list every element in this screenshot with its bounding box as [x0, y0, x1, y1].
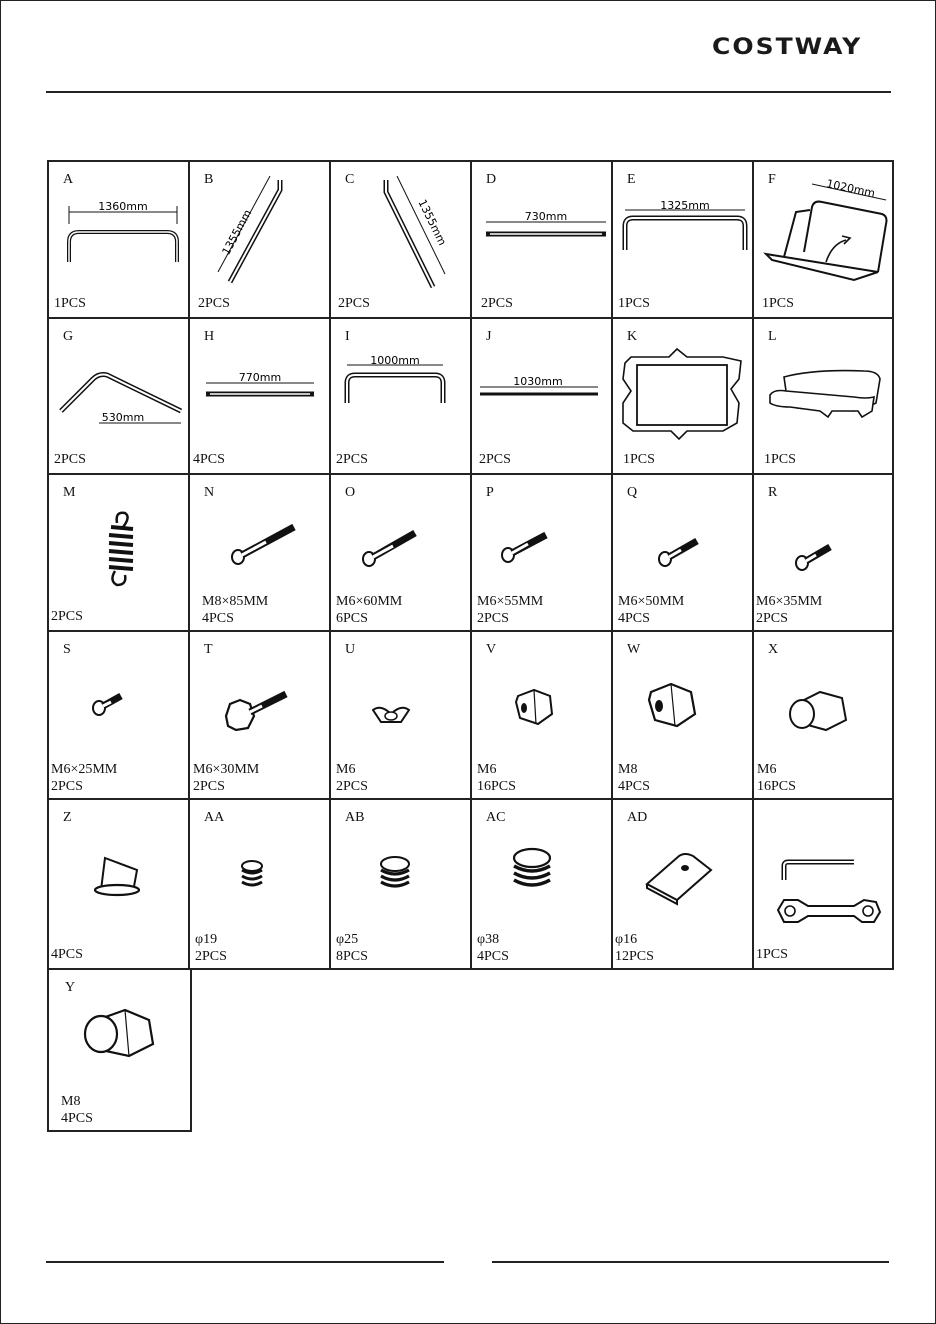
part-letter: S — [63, 642, 71, 657]
part-spec: M8 — [61, 1094, 81, 1109]
dimension-label: 1325mm — [660, 199, 710, 212]
part-letter: T — [204, 642, 213, 657]
part-letter: E — [627, 172, 636, 187]
part-qty: 4PCS — [61, 1111, 93, 1126]
dimension-label: 1355mm — [219, 207, 255, 258]
part-qty: 6PCS — [336, 611, 368, 626]
part-cell — [331, 475, 472, 632]
header-rule — [46, 91, 891, 93]
part-letter: G — [63, 329, 74, 344]
part-letter: N — [204, 485, 215, 500]
part-qty: 2PCS — [477, 611, 509, 626]
part-spec: M6×60MM — [336, 594, 403, 609]
part-letter: I — [345, 329, 350, 344]
part-qty: 16PCS — [757, 779, 796, 794]
part-qty: 16PCS — [477, 779, 516, 794]
part-letter: F — [768, 172, 776, 187]
part-letter: B — [204, 172, 214, 187]
part-cell — [49, 800, 190, 970]
part-letter: Q — [627, 485, 638, 500]
part-letter: AD — [627, 810, 648, 825]
part-cell — [331, 800, 472, 970]
dimension-label: 1030mm — [513, 375, 563, 388]
part-cell — [49, 632, 190, 800]
part-qty: 2PCS — [51, 609, 83, 624]
part-letter: Z — [63, 810, 72, 825]
part-cell — [47, 968, 192, 1132]
part-cell — [472, 800, 613, 970]
part-cell — [331, 162, 472, 319]
part-cell — [331, 319, 472, 475]
part-letter: M — [63, 485, 76, 500]
part-cell — [49, 319, 190, 475]
part-qty: 2PCS — [193, 779, 225, 794]
part-cell — [613, 800, 754, 970]
dimension-label: 770mm — [238, 371, 282, 384]
part-spec: φ25 — [336, 932, 359, 947]
part-qty: 4PCS — [618, 611, 650, 626]
part-letter: R — [768, 485, 778, 500]
part-qty: 8PCS — [336, 949, 368, 964]
dimension-label: 1000mm — [370, 354, 420, 367]
part-qty: 1PCS — [764, 452, 796, 467]
part-cell — [472, 475, 613, 632]
part-cell — [754, 475, 894, 632]
part-letter: U — [345, 642, 356, 657]
part-spec: φ19 — [195, 932, 218, 947]
part-letter: D — [486, 172, 497, 187]
parts-grid — [47, 160, 894, 1126]
brand-logo: COSTWAY — [712, 33, 863, 60]
part-cell — [49, 475, 190, 632]
footer-rule-right — [492, 1261, 889, 1263]
part-spec: φ38 — [477, 932, 500, 947]
part-letter: O — [345, 485, 356, 500]
part-cell — [613, 162, 754, 319]
part-qty: 1PCS — [762, 296, 794, 311]
part-qty: 4PCS — [51, 947, 83, 962]
dimension-label: 530mm — [101, 411, 145, 424]
part-letter: AA — [204, 810, 225, 825]
part-qty: 1PCS — [618, 296, 650, 311]
part-qty: 4PCS — [477, 949, 509, 964]
part-letter: C — [345, 172, 355, 187]
dimension-label: 1020mm — [825, 177, 877, 201]
part-qty: 1PCS — [54, 296, 86, 311]
part-qty: 2PCS — [195, 949, 227, 964]
part-qty: 2PCS — [51, 779, 83, 794]
part-cell — [754, 319, 894, 475]
part-qty: 4PCS — [193, 452, 225, 467]
part-cell — [190, 475, 331, 632]
part-letter: AC — [486, 810, 506, 825]
part-letter: A — [63, 172, 74, 187]
part-cell — [472, 162, 613, 319]
part-cell — [190, 800, 331, 970]
part-letter: H — [204, 329, 215, 344]
part-spec: M6 — [757, 762, 777, 777]
part-spec: M6×55MM — [477, 594, 544, 609]
part-qty: 4PCS — [618, 779, 650, 794]
part-cell — [754, 162, 894, 319]
foot-cap-icon — [49, 800, 190, 970]
part-cell — [754, 632, 894, 800]
part-cell — [754, 800, 894, 970]
part-letter: W — [627, 642, 641, 657]
part-cell — [472, 319, 613, 475]
part-qty: 2PCS — [756, 611, 788, 626]
part-spec: M6×25MM — [51, 762, 118, 777]
dimension-label: 730mm — [524, 210, 568, 223]
part-cell — [190, 632, 331, 800]
part-letter: V — [486, 642, 497, 657]
tool-set-icon — [754, 800, 894, 970]
part-qty: 4PCS — [202, 611, 234, 626]
part-spec: M6×50MM — [618, 594, 685, 609]
part-spec: φ16 — [615, 932, 638, 947]
part-cell — [613, 475, 754, 632]
part-qty: 2PCS — [336, 452, 368, 467]
part-spec: M8 — [618, 762, 638, 777]
part-qty: 12PCS — [615, 949, 654, 964]
part-qty: 2PCS — [198, 296, 230, 311]
part-letter: P — [486, 485, 494, 500]
footer-rule-left — [46, 1261, 444, 1263]
part-letter: Y — [65, 980, 76, 995]
part-cell — [331, 632, 472, 800]
part-cell — [190, 319, 331, 475]
part-spec: M6×35MM — [756, 594, 823, 609]
part-letter: J — [486, 329, 492, 344]
part-letter: X — [768, 642, 779, 657]
part-qty: 2PCS — [338, 296, 370, 311]
part-qty: 1PCS — [623, 452, 655, 467]
dimension-label: 1360mm — [98, 200, 148, 213]
part-cell — [613, 319, 754, 475]
part-cell — [613, 632, 754, 800]
dimension-label: 1355mm — [415, 197, 449, 248]
part-cell — [49, 162, 190, 319]
part-qty: 1PCS — [756, 947, 788, 962]
part-spec: M8×85MM — [202, 594, 269, 609]
part-qty: 2PCS — [481, 296, 513, 311]
part-qty: 2PCS — [54, 452, 86, 467]
part-qty: 2PCS — [336, 779, 368, 794]
part-spec: M6×30MM — [193, 762, 260, 777]
part-letter: K — [627, 329, 638, 344]
part-spec: M6 — [336, 762, 356, 777]
part-letter: AB — [345, 810, 365, 825]
part-qty: 2PCS — [479, 452, 511, 467]
part-letter: L — [768, 329, 777, 344]
part-cell — [190, 162, 331, 319]
part-cell — [472, 632, 613, 800]
part-spec: M6 — [477, 762, 497, 777]
